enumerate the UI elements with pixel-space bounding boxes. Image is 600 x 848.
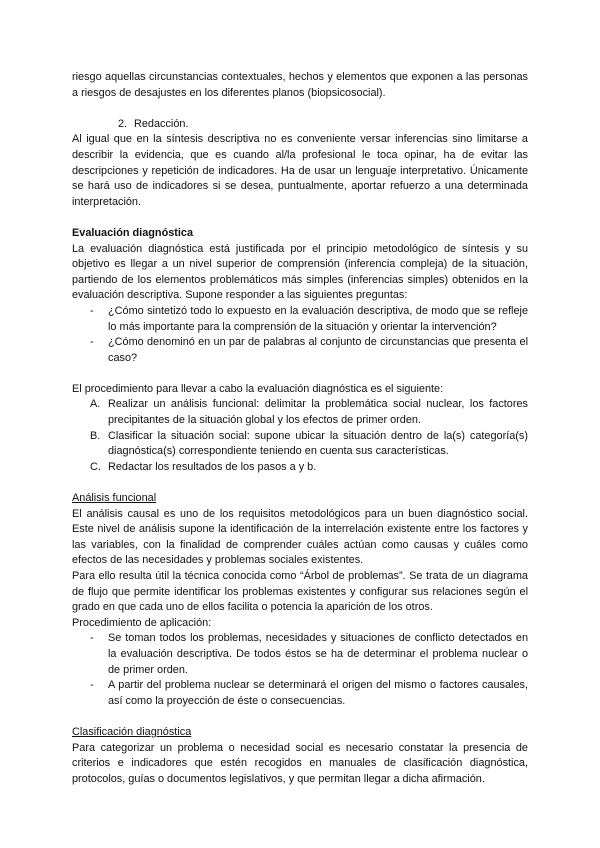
list-item (72, 678, 528, 709)
list-item (72, 429, 528, 460)
procedure-intro: El procedimiento para llevar a cabo la evaluación diagnóstica es el siguiente: (72, 382, 444, 395)
intro-paragraph: riesgo aquellas circunstancias contextuales, hechos y elementos que exponen a las personas a riesgos de desajustes en los diferentes planos (biopsicosocial). (72, 71, 528, 99)
dash-marker: - (90, 632, 94, 645)
analisis-items (72, 631, 528, 709)
analisis-heading: Análisis funcional (72, 492, 157, 505)
step-marker: C. (90, 460, 101, 473)
procedure-steps (72, 397, 528, 475)
spacer (72, 475, 528, 491)
list-item (72, 335, 528, 366)
step-marker: A. (90, 398, 101, 411)
spacer (72, 366, 528, 382)
spacer (72, 101, 528, 117)
dash-marker: - (90, 336, 94, 349)
step-text: Clasificar la situación social: supone ubicar la situación dentro de la(s) categoría(s) diagnóstica(s) correspondiente teniendo en cuenta sus características. (108, 429, 528, 458)
step-marker: B. (90, 429, 101, 442)
spacer (72, 709, 528, 725)
clasificacion-heading: Clasificación diagnóstica (72, 725, 192, 738)
procedure-label: Procedimiento de aplicación: (72, 616, 212, 629)
step-text: Realizar un análisis funcional: delimitar la problemática social nuclear, los factores precipitantes de la situación global y los efectos de primer orden. (108, 398, 528, 427)
list-item (72, 397, 528, 428)
dash-marker: - (90, 304, 94, 317)
analisis-paragraph-2: Para ello resulta útil la técnica conocida como “Árbol de problemas”. Se trata de un diagrama de flujo que permite identificar los problemas existentes y configurar sus relaciones según el grado en que cada uno de ellos facilita o potencia la aparición de los otros. (72, 570, 528, 614)
list-item (72, 631, 528, 678)
redaccion-number: 2. (118, 117, 128, 130)
item-text: Se toman todos los problemas, necesidades y situaciones de conflicto detectados en la evaluación descriptiva. De todos éstos se ha de determinar el problema nuclear o de primer orden. (108, 632, 528, 676)
question-text: ¿Cómo denominó en un par de palabras al conjunto de circunstancias que presenta el caso? (108, 336, 528, 364)
spacer (72, 210, 528, 226)
item-text: A partir del problema nuclear se determinará el origen del mismo o factores causales, así como la proyección de éste o consecuencias. (108, 679, 528, 707)
step-text: Redactar los resultados de los pasos a y b. (108, 460, 317, 473)
list-item (72, 460, 528, 476)
redaccion-title: Redacción. (134, 117, 189, 130)
evaluacion-paragraph: La evaluación diagnóstica está justificada por el principio metodológico de síntesis y su objetivo es llegar a un nivel superior de comprensión (inferencia compleja) de la situación, partiendo de los elementos problemáticos más simples (inferencias simples) obtenidos en la evaluación descriptiva. Supone responder a las siguientes preguntas: (72, 242, 528, 302)
clasificacion-paragraph: Para categorizar un problema o necesidad social es necesario constatar la presencia de criterios e indicadores que estén recogidos en manuales de clasificación diagnóstica, protocolos, guías o documentos legislativos, y que permitan llegar a dicha afirmación. (72, 741, 528, 785)
evaluacion-questions (72, 304, 528, 366)
document-page (72, 70, 528, 787)
list-item (72, 304, 528, 335)
redaccion-paragraph: Al igual que en la síntesis descriptiva no es conveniente versar inferencias sino limitarse a describir la evidencia, que es cuando al/la profesional le toca opinar, ha de evitar las descripciones y repetición de indicadores. Ha de usar un lenguaje interpretativo. Únicamente se hará uso de indicadores si se desea, puntualmente, aportar refuerzo a una determinada interpretación. (72, 133, 528, 208)
dash-marker: - (90, 679, 94, 692)
redaccion-item (118, 117, 528, 133)
analisis-paragraph-1: El análisis causal es uno de los requisitos metodológicos para un buen diagnóstico social. Este nivel de análisis supone la identificación de la interrelación existente entre los factores y las variables, con la finalidad de comprender cuáles actúan como causas y cuáles como efectos de las necesidades y problemas sociales existentes. (72, 507, 528, 567)
evaluacion-heading: Evaluación diagnóstica (72, 226, 194, 239)
question-text: ¿Cómo sintetizó todo lo expuesto en la evaluación descriptiva, de modo que se refleje lo más importante para la comprensión de la situación y orientar la intervención? (108, 304, 528, 333)
